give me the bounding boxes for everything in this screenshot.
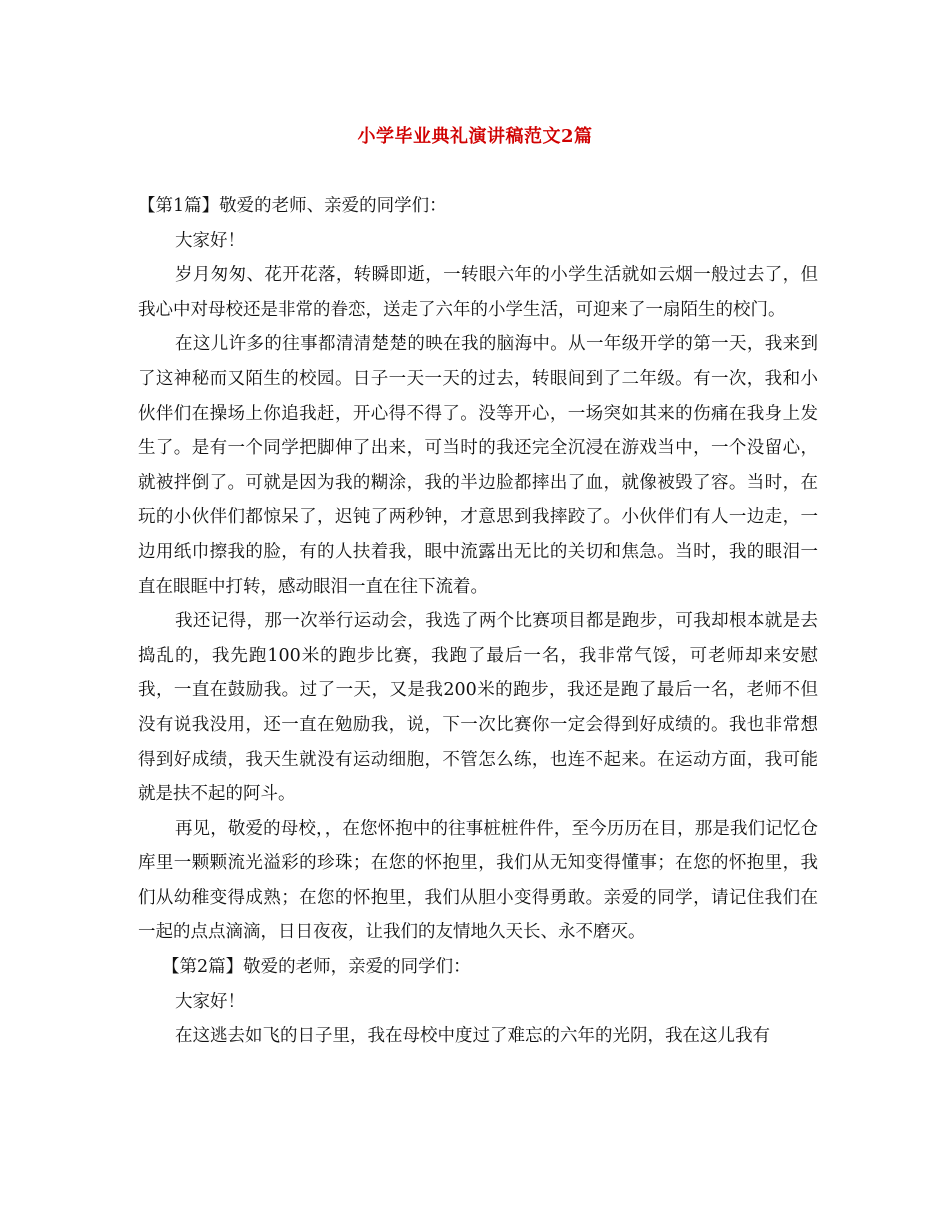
section-heading-1: 【第1篇】敬爱的老师、亲爱的同学们：: [138, 196, 447, 216]
document-title: 小学毕业典礼演讲稿范文2篇: [357, 126, 593, 147]
paragraph-4: 再见，敬爱的母校，，在您怀抱中的往事桩桩件件，至今历历在目，那是我们记忆仓库里一颗颗流光溢彩的珍珠；在您的怀抱里，我们从无知变得懂事；在您的怀抱里，我们从幼稚变得成熟；在您的怀抱里，我们从胆小变得勇敢。亲爱的同学，请记住我们在一起的点点滴滴，日日夜夜，让我们的友情地久天长、永不磨灭。: [138, 818, 818, 943]
section-heading-2: 【第2篇】敬爱的老师，亲爱的同学们：: [162, 957, 471, 978]
greeting-1: 大家好！: [175, 230, 245, 251]
paragraph-3: 我还记得，那一次举行运动会，我选了两个比赛项目都是跑步，可我却根本就是去捣乱的，我先跑100米的跑步比赛，我跑了最后一名，我非常气馁，可老师却来安慰我，一直在鼓励我。过了一天，又是我200米的跑步，我还是跑了最后一名，老师不但没有说我没用，还一直在勉励我，说，下一次比赛你一定会得到好成绩的。我也非常想得到好成绩，我天生就没有运动细胞，不管怎么练，也连不起来。在运动方面，我可能就是扶不起的阿斗。: [138, 611, 818, 805]
paragraph-2: 在这儿许多的往事都清清楚楚的映在我的脑海中。从一年级开学的第一天，我来到了这神秘而又陌生的校园。日子一天一天的过去，转眼间到了二年级。有一次，我和小伙伴们在操场上你追我赶，开心得不得了。没等开心，一场突如其来的伤痛在我身上发生了。是有一个同学把脚伸了出来，可当时的我还完全沉浸在游戏当中，一个没留心，就被拌倒了。可就是因为我的糊涂，我的半边脸都摔出了血，就像被毁了容。当时，在玩的小伙伴们都惊呆了，迟钝了两秒钟，才意思到我摔跤了。小伙伴们有人一边走，一边用纸巾擦我的脸，有的人扶着我，眼中流露出无比的关切和焦急。当时，我的眼泪一直在眼眶中打转，感动眼泪一直在往下流着。: [138, 334, 818, 597]
paragraph-1: 岁月匆匆、花开花落，转瞬即逝，一转眼六年的小学生活就如云烟一般过去了，但我心中对母校还是非常的眷恋，送走了六年的小学生活，可迎来了一扇陌生的校门。: [138, 265, 818, 320]
greeting-2: 大家好！: [175, 991, 245, 1012]
paragraph-5: 在这逃去如飞的日子里，我在母校中度过了难忘的六年的光阴，我在这儿我有: [175, 1026, 770, 1047]
document-body: [138, 189, 818, 1054]
